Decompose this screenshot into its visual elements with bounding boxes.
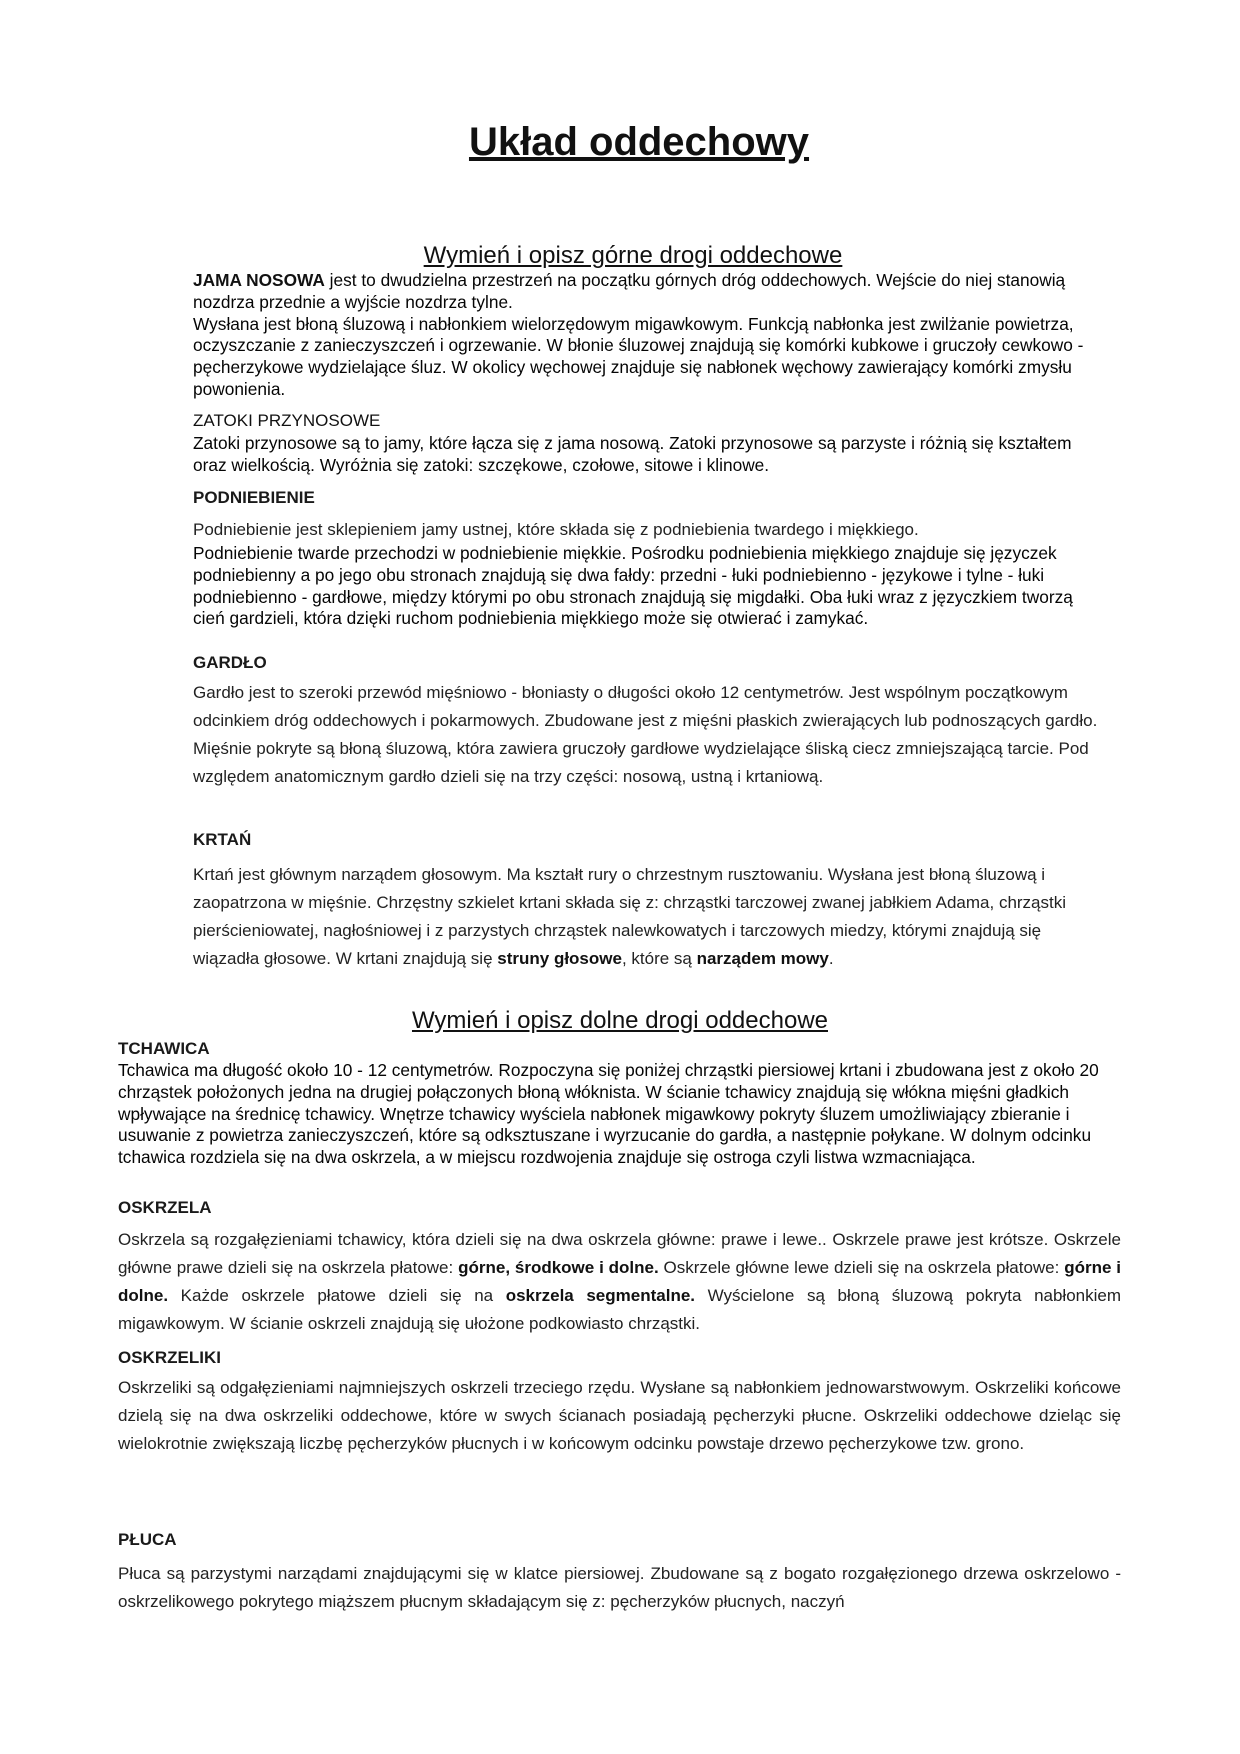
- section-title-lower: Wymień i opisz dolne drogi oddechowe: [411, 1007, 828, 1034]
- oskrzela-bold-3: oskrzela segmentalne.: [505, 1286, 696, 1305]
- oskrzeliki-heading: OSKRZELIKI: [118, 1348, 221, 1367]
- jama-nosowa-intro: [193, 270, 1098, 314]
- oskrzela-text-2: Oskrzele główne lewe dzieli się na oskrzela płatowe:: [658, 1258, 1065, 1277]
- oskrzela-text-1: Oskrzela są rozgałęzieniami tchawicy, która dzieli się na dwa oskrzela główne: prawe i lewe.. Oskrzele prawe jest krótsze. Oskrzele główne prawe dzieli się na oskrzela płatowe:: [118, 1230, 1121, 1277]
- krtan-bold-narzad: narządem mowy: [696, 949, 829, 968]
- jama-nosowa-term: JAMA NOSOWA: [193, 270, 325, 290]
- podniebienie-body: Podniebienie twarde przechodzi w podniebienie miękkie. Pośrodku podniebienia miękkiego znajduje się języczek podniebienny a po jego obu stronach znajdują się dwa fałdy: przedni - łuki podniebienno - językowe i tylne - łuki podniebienno - gardłowe, między którymi po obu stronach znajdują się migdałki. Oba łuki wraz z języczkiem tworzą cień gardzieli, która dzięki ruchom podniebienia miękkiego może się otwierać i zamykać.: [193, 543, 1073, 629]
- oskrzela-bold-1: górne, środkowe i dolne.: [458, 1258, 659, 1277]
- oskrzela-text-3: Każde oskrzele płatowe dzieli się na: [168, 1286, 506, 1305]
- zatoki-body: Zatoki przynosowe są to jamy, które łącza się z jama nosową. Zatoki przynosowe są parzyste i różnią się kształtem oraz wielkością. Wyróżnia się zatoki: szczękowe, czołowe, sitowe i klinowe.: [193, 433, 1072, 475]
- podniebienie-heading: PODNIEBIENIE: [193, 488, 315, 507]
- document-title: Układ oddechowy: [468, 120, 810, 164]
- krtan-bold-struny: struny głosowe: [497, 949, 622, 968]
- jama-nosowa-body: Wysłana jest błoną śluzową i nabłonkiem wielorzędowym migawkowym. Funkcją nabłonka jest zwilżanie powietrza, oczyszczanie z zanieczyszczeń i ogrzewanie. W błonie śluzowej znajdują się komórki kubkowe i gruczoły cewkowo - pęcherzykowe wydzielające śluz. W okolicy węchowej znajduje się nabłonek węchowy zawierający komórki zmysłu powonienia.: [193, 313, 1084, 399]
- oskrzela-heading: OSKRZELA: [118, 1198, 212, 1217]
- gardlo-heading: GARDŁO: [193, 653, 267, 672]
- tchawica-heading: TCHAWICA: [118, 1039, 210, 1058]
- oskrzela-bold-2: górne i dolne.: [118, 1258, 1121, 1305]
- tchawica-body: Tchawica ma długość około 10 - 12 centymetrów. Rozpoczyna się poniżej chrząstki piersiowej krtani i zbudowana jest z około 20 chrząstek położonych jedna na drugiej połączonych błoną włóknista. W ścianie tchawicy znajdują się włókna mięśni gładkich wpływające na średnicę tchawicy. Wnętrze tchawicy wyściela nabłonek migawkowy pokryty śluzem umożliwiający zbieranie i usuwanie z powietrza zanieczyszczeń, które są odksztuszane i wyrzucanie do gardła, a następnie połykane. W dolnym odcinku tchawica rozdziela się na dwa oskrzela, a w miejscu rozdwojenia znajduje się ostroga czyli listwa wzmacniająca.: [118, 1060, 1099, 1168]
- pluca-heading: PŁUCA: [118, 1530, 177, 1549]
- jama-nosowa-intro-text: jest to dwudzielna przestrzeń na początku górnych dróg oddechowych. Wejście do niej stanowią nozdrza przednie a wyjście nozdrza tylne.: [193, 270, 1066, 312]
- krtan-body: [193, 861, 1108, 973]
- zatoki-heading: ZATOKI PRZYNOSOWE: [193, 411, 381, 430]
- oskrzela-body: [118, 1226, 1121, 1338]
- pluca-body: Płuca są parzystymi narządami znajdującymi się w klatce piersiowej. Zbudowane są z bogato rozgałęzionego drzewa oskrzelowo - oskrzelikowego pokrytego miąższem płucnym składającym się z: pęcherzyków płucnych, naczyń: [118, 1564, 1121, 1611]
- oskrzeliki-body: Oskrzeliki są odgałęzieniami najmniejszych oskrzeli trzeciego rzędu. Wysłane są nabłonkiem jednowarstwowym. Oskrzeliki końcowe dzielą się na dwa oskrzeliki oddechowe, które w swych ścianach posiadają pęcherzyki płucne. Oskrzeliki oddechowe dzieląc się wielokrotnie zwiększają liczbę pęcherzyków płucnych i w końcowym odcinku powstaje drzewo pęcherzykowe tzw. grono.: [118, 1378, 1121, 1453]
- krtan-body-end: .: [828, 949, 834, 968]
- podniebienie-lead: Podniebienie jest sklepieniem jamy ustnej, które składa się z podniebienia twardego i miękkiego.: [193, 520, 919, 539]
- oskrzela-text-4: Wyścielone są błoną śluzową pokryta nabłonkiem migawkowym. W ścianie oskrzeli znajdują się ułożone podkowiasto chrząstki.: [118, 1286, 1122, 1333]
- gardlo-body: Gardło jest to szeroki przewód mięśniowo - błoniasty o długości około 12 centymetrów. Jest wspólnym początkowym odcinkiem dróg oddechowych i pokarmowych. Zbudowane jest z mięśni płaskich zwierających lub podnoszących gardło. Mięśnie pokryte są błoną śluzową, która zawiera gruczoły gardłowe wydzielające śliską ciecz zmniejszającą tarcie. Pod względem anatomicznym gardło dzieli się na trzy części: nosową, ustną i krtaniową.: [193, 683, 1098, 786]
- krtan-body-text: Krtań jest głównym narządem głosowym. Ma kształt rury o chrzestnym rusztowaniu. Wysłana jest błoną śluzową i zaopatrzona w mięśnie. Chrzęstny szkielet krtani składa się z: chrząstki tarczowej zwanej jabłkiem Adama, chrząstki pierścieniowatej, nagłośniowej i z parzystych chrząstek nalewkowatych i tarczowych miedzy, którymi znajdują się wiązadła głosowe. W krtani znajdują się: [193, 865, 1067, 968]
- krtan-heading: KRTAŃ: [193, 830, 252, 849]
- krtan-body-mid: , które są: [621, 949, 697, 968]
- section-title-upper: Wymień i opisz górne drogi oddechowe: [423, 242, 843, 269]
- jama-nosowa-block: [193, 270, 1098, 401]
